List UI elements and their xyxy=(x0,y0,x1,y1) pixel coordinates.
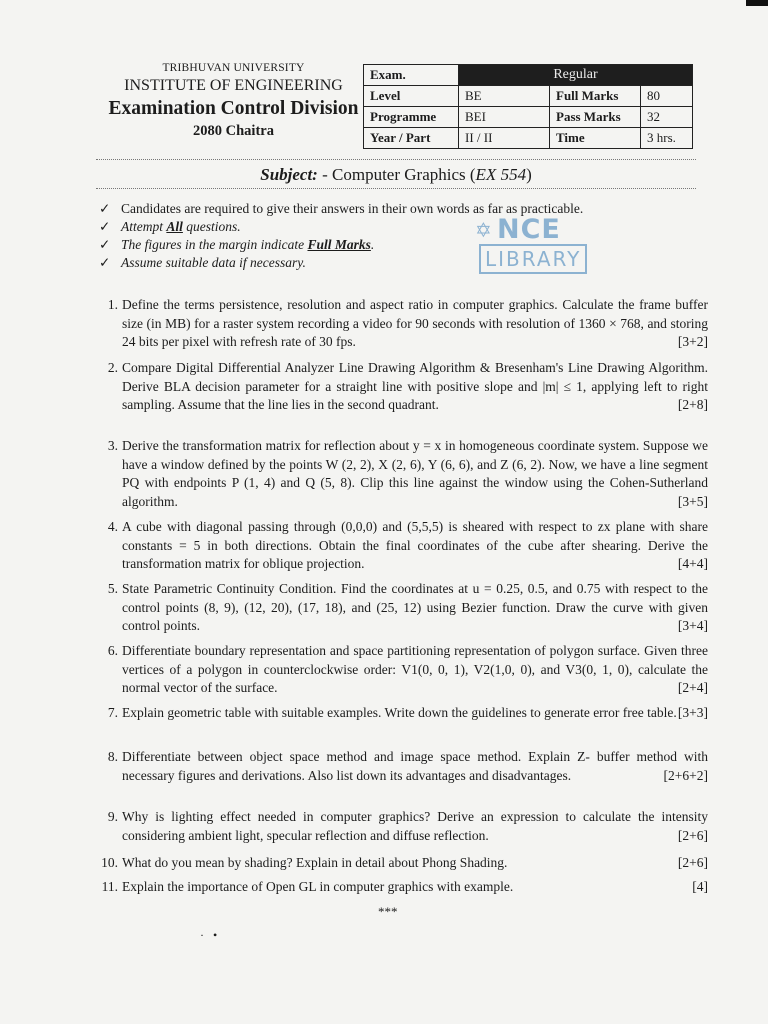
question-number: 4. xyxy=(107,519,118,534)
question-item xyxy=(96,808,708,845)
question-marks: [2+4] xyxy=(677,680,708,695)
question-item xyxy=(96,580,708,636)
question-text: Compare Digital Differential Analyzer Line Drawing Algorithm & Bresenham's Line Drawing Algorithm. Derive BLA decision parameter for a straight line with positive slope and |m| ≤ 1, applying left to right sampling. Assume that the line lies in the second quadrant. xyxy=(122,360,708,412)
question-number: 7. xyxy=(107,705,118,720)
exam-info-table xyxy=(363,64,693,149)
question-number: 6. xyxy=(107,643,118,658)
question-item xyxy=(96,518,708,574)
question-text: Differentiate boundary representation and space partitioning representation of polygon surface. Given three vertices of a polygon in counterclockwise order: V1(0, 0, 1), V2(1,0, 0), and V3(0, 1, 0), calculate the normal vector of the surface. xyxy=(122,643,708,695)
year-part-value: II / II xyxy=(459,128,550,149)
question-item xyxy=(96,642,708,698)
question-text: Differentiate between object space method and image space method. Explain Z- buffer method with necessary figures and derivations. Also list down its advantages and disadvantages. xyxy=(122,749,708,783)
year-part-label: Year / Part xyxy=(364,128,459,149)
question-text: Derive the transformation matrix for reflection about y = x in homogeneous coordinate system. Suppose we have a window defined by the points W (2, 2), X (2, 6), Y (6, 6), and Z (6, 2). Now, we have a line segment PQ with endpoints P (1, 4) and Q (5, 8). Clip this line against the window using the Cohen-Sutherland algorithm. xyxy=(122,438,708,509)
check-icon: ✓ xyxy=(99,255,111,270)
divider-top xyxy=(96,159,696,160)
time-label: Time xyxy=(550,128,641,149)
subject-line xyxy=(96,165,696,185)
instruction-text xyxy=(121,236,374,254)
institute-name: INSTITUTE OF ENGINEERING xyxy=(124,77,343,94)
question-number: 11. xyxy=(101,879,118,894)
question-number: 9. xyxy=(107,809,118,824)
programme-value: BEI xyxy=(459,107,550,128)
programme-label: Programme xyxy=(364,107,459,128)
question-marks: [3+2] xyxy=(677,334,708,349)
question-item xyxy=(96,359,708,415)
question-marks: [3+4] xyxy=(677,618,708,633)
subject-name: Computer Graphics xyxy=(332,165,470,184)
instruction-text-part: . xyxy=(370,237,375,252)
question-text: What do you mean by shading? Explain in detail about Phong Shading. xyxy=(122,855,508,870)
question-marks: [2+6+2] xyxy=(663,767,708,783)
instruction-text-part: questions. xyxy=(182,219,241,234)
instruction-emphasis: Full Marks xyxy=(307,237,371,252)
question-marks: [4] xyxy=(692,879,708,894)
full-marks-value: 80 xyxy=(641,86,693,107)
question-text: State Parametric Continuity Condition. Find the coordinates at u = 0.25, 0.5, and 0.75 with respect to the control points (8, 9), (12, 20), (17, 18), and (25, 12) using Bezier function. Draw the curve with given control points. xyxy=(122,581,708,633)
end-marker: *** xyxy=(378,904,398,919)
instruction-text: Assume suitable data if necessary. xyxy=(121,255,306,270)
question-number: 5. xyxy=(107,581,118,596)
question-body xyxy=(122,580,708,636)
question-item xyxy=(96,296,708,352)
library-logo-icon: ✡ xyxy=(475,220,492,242)
exam-row xyxy=(364,65,693,86)
stamp-library: LIBRARY xyxy=(479,244,587,274)
question-body xyxy=(122,748,708,785)
instruction-emphasis: All xyxy=(166,219,183,234)
instruction-text-part: Attempt xyxy=(121,219,167,234)
question-item xyxy=(96,878,708,897)
division-name: Examination Control Division xyxy=(108,98,359,119)
question-marks: [2+8] xyxy=(677,397,708,412)
subject-dash: - xyxy=(317,165,333,184)
exam-type: Regular xyxy=(459,65,693,86)
question-body xyxy=(122,878,708,897)
scan-corner-mark xyxy=(746,0,768,6)
level-row xyxy=(364,86,693,107)
subject-code: EX 554 xyxy=(475,165,527,184)
question-item xyxy=(96,437,708,511)
question-body xyxy=(122,296,708,352)
question-number: 3. xyxy=(107,438,118,453)
check-icon: ✓ xyxy=(99,237,111,252)
programme-row xyxy=(364,107,693,128)
pass-marks-label: Pass Marks xyxy=(550,107,641,128)
question-body xyxy=(122,808,708,845)
divider-bottom xyxy=(96,188,696,189)
exam-session: 2080 Chaitra xyxy=(193,123,274,139)
university-name: TRIBHUVAN UNIVERSITY xyxy=(162,62,305,74)
question-item xyxy=(96,854,708,873)
check-icon: ✓ xyxy=(99,201,111,216)
question-body xyxy=(122,642,708,698)
level-value: BE xyxy=(459,86,550,107)
scan-specks: · • xyxy=(200,928,218,942)
instruction-text: Candidates are required to give their answers in their own words as far as practicable. xyxy=(121,201,584,216)
subject-code-open: ( xyxy=(469,165,476,184)
check-icon: ✓ xyxy=(99,219,111,234)
library-stamp xyxy=(467,216,592,274)
question-item xyxy=(96,748,708,785)
question-body xyxy=(122,704,708,723)
full-marks-label: Full Marks xyxy=(550,86,641,107)
exam-label: Exam. xyxy=(364,65,459,86)
question-marks: [2+6] xyxy=(677,827,708,843)
instruction-text-part: The figures in the margin indicate xyxy=(121,237,308,252)
question-number: 8. xyxy=(107,749,118,764)
question-marks: [2+6] xyxy=(677,855,708,870)
question-text: Define the terms persistence, resolution and aspect ratio in computer graphics. Calculate the frame buffer size (in MB) for a raster system recording a video for 90 seconds with resolution of 1360 × 768, and storing 24 bits per pixel with refresh rate of 30 fps. xyxy=(122,297,708,349)
institution-header xyxy=(86,62,381,140)
pass-marks-value: 32 xyxy=(641,107,693,128)
question-number: 2. xyxy=(107,360,118,375)
question-body xyxy=(122,359,708,415)
subject-label: Subject: xyxy=(260,165,318,184)
question-marks: [3+5] xyxy=(677,493,708,509)
level-label: Level xyxy=(364,86,459,107)
year-part-row xyxy=(364,128,693,149)
question-text: A cube with diagonal passing through (0,0,0) and (5,5,5) is sheared with respect to zx plane with share constants = 5 in both directions. Obtain the final coordinates of the cube after shearing. Derive the transformation matrix for oblique projection. xyxy=(122,519,708,571)
question-item xyxy=(96,704,708,723)
question-number: 1. xyxy=(107,297,118,312)
question-marks: [4+4] xyxy=(677,556,708,571)
question-marks: [3+3] xyxy=(677,705,708,720)
question-text: Explain the importance of Open GL in computer graphics with example. xyxy=(122,879,514,894)
subject-code-close: ) xyxy=(526,165,532,184)
question-text: Explain geometric table with suitable examples. Write down the guidelines to generate error free table. xyxy=(122,705,677,720)
question-number: 10. xyxy=(101,855,118,870)
stamp-nce: NCE xyxy=(497,214,561,245)
question-body xyxy=(122,518,708,574)
question-text: Why is lighting effect needed in computer graphics? Derive an expression to calculate the intensity considering ambient light, specular reflection and diffuse reflection. xyxy=(122,809,708,843)
question-body xyxy=(122,854,708,873)
time-value: 3 hrs. xyxy=(641,128,693,149)
question-body xyxy=(122,437,708,511)
instruction-text xyxy=(121,218,241,236)
